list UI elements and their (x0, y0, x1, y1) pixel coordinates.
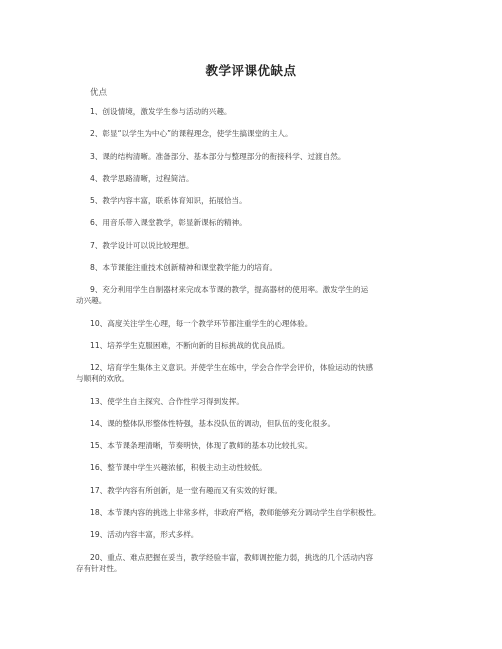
list-item (90, 396, 460, 407)
list-item (76, 284, 460, 306)
list-item-text: 12、培育学生集体主义意识。并使学生在练中，学会合作学会评价，体验运动的快感 (90, 363, 374, 373)
list-item (90, 151, 460, 162)
list-item (90, 262, 460, 273)
list-item (90, 340, 460, 351)
list-item (90, 507, 460, 518)
list-item-text: 19、活动内容丰富，形式多样。 (90, 530, 199, 540)
list-item-text: 2、彰显“以学生为中心”的课程理念，使学生搞课堂的主人。 (90, 129, 293, 139)
list-item (90, 418, 460, 429)
list-item (76, 552, 460, 574)
list-item (90, 318, 460, 329)
list-item-text: 18、本节课内容的挑选上非常多样，非政府严格，教师能够充分调动学生自学积极性。 (90, 508, 381, 518)
list-item-continuation: 与顺利的欢欣。 (76, 374, 130, 384)
list-item-text: 4、教学思路清晰，过程简洁。 (90, 173, 194, 183)
list-item (90, 440, 460, 451)
list-item-text: 20、重点、难点把握在妥当，教学经验丰富，教师调控能力弱，挑选的几个活动内容 (90, 552, 374, 562)
list-item-text: 14、课的整体队形整体性特强，基本没队伍的调动，但队伍的变化很多。 (90, 418, 336, 428)
list-item-text: 7、教学设计可以说比较理想。 (90, 240, 194, 250)
list-item-text: 10、高度关注学生心理，每一个教学环节都注重学生的心理体验。 (90, 318, 313, 328)
list-item-text: 11、培养学生克服困难，不断向新的目标挑战的优良品质。 (90, 340, 290, 350)
list-item-continuation: 动兴趣。 (76, 296, 107, 306)
list-item-text: 15、本节课条理清晰，节奏明快，体现了教师的基本功比较扎实。 (90, 441, 313, 451)
item-list (76, 106, 460, 585)
list-item (76, 362, 460, 384)
list-item (90, 485, 460, 496)
list-item-text: 16、整节课中学生兴趣浓郁，积极主动主动性较低。 (90, 463, 267, 473)
list-item-text: 3、课的结构清晰。准备部分、基本部分与整理部分的衔接科学、过渡自然。 (90, 151, 346, 161)
list-item (90, 128, 460, 139)
list-item-text: 6、用音乐带入课堂教学，彰显新课标的精神。 (90, 218, 247, 228)
list-item-text: 13、使学生自主探究、合作性学习得到发挥。 (90, 396, 244, 406)
document-title: 教学评课优缺点 (205, 63, 297, 78)
list-item (90, 195, 460, 206)
list-item-text: 9、充分利用学生自制器材来完成本节课的教学，提高器材的使用率。激发学生的运 (90, 285, 369, 295)
list-item-text: 1、创设情境，激发学生参与活动的兴趣。 (90, 107, 232, 116)
section-label: 优点 (90, 88, 108, 98)
list-item-text: 8、本节课能注重技术创新精神和课堂教学能力的培育。 (90, 263, 278, 273)
list-item (90, 240, 460, 251)
list-item-text: 5、教学内容丰富，联系体育知识，拓展恰当。 (90, 196, 247, 206)
list-item (90, 462, 460, 473)
list-item (90, 217, 460, 228)
list-item-text: 17、教学内容有所创新，是一堂有趣而又有实效的好课。 (90, 485, 282, 495)
list-item-continuation: 存有针对性。 (76, 563, 122, 573)
list-item (90, 529, 460, 540)
list-item (90, 173, 460, 184)
list-item (90, 106, 460, 117)
